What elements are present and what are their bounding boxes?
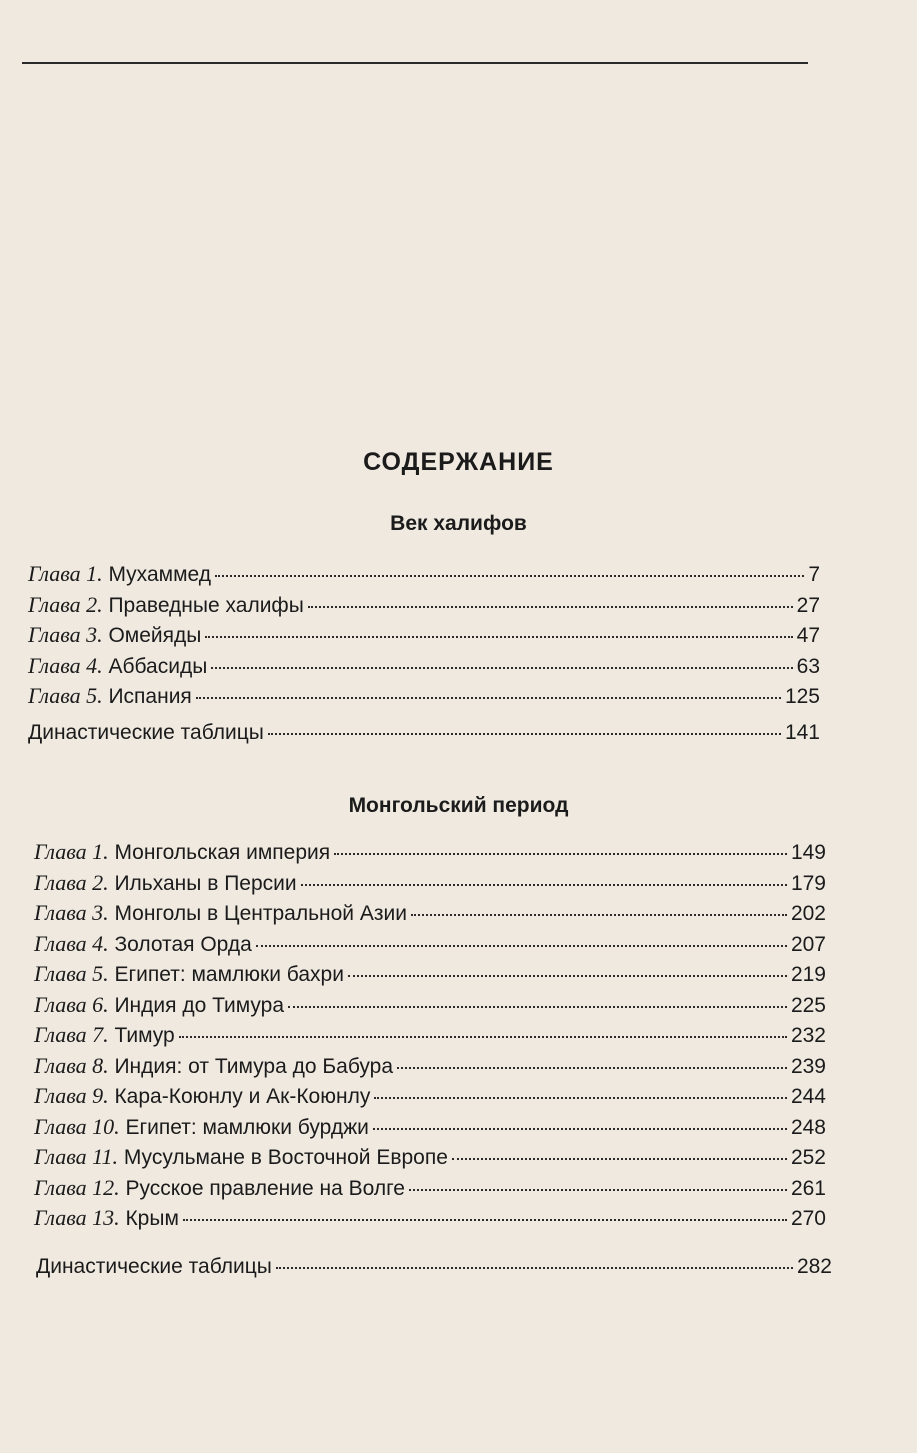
- leader-dots: [268, 712, 781, 735]
- page-number: 282: [796, 1255, 832, 1278]
- toc-list-caliphs: [28, 558, 820, 711]
- page-number: 261: [790, 1176, 826, 1200]
- leader-dots: [301, 863, 787, 886]
- chapter-number: Глава 3.: [28, 622, 103, 647]
- chapter-title: Крым: [125, 1207, 179, 1230]
- chapter-number: Глава 13.: [34, 1205, 120, 1230]
- page-number: 141: [784, 721, 820, 744]
- chapter-title: Египет: мамлюки бурджи: [125, 1115, 369, 1139]
- page-title: СОДЕРЖАНИЕ: [363, 448, 554, 476]
- leader-dots: [374, 1076, 787, 1099]
- chapter-title: Мухаммед: [108, 563, 211, 586]
- page-number: 7: [808, 563, 820, 586]
- page-number: 207: [790, 932, 826, 956]
- leader-dots: [397, 1046, 787, 1069]
- toc-list-mongol: [34, 836, 826, 1233]
- leader-dots: [205, 615, 792, 638]
- page-number: 252: [790, 1146, 826, 1169]
- leader-dots: [211, 646, 792, 669]
- toc-entry[interactable]: [34, 1202, 826, 1233]
- leader-dots: [288, 985, 787, 1008]
- chapter-number: Глава 5.: [34, 961, 109, 986]
- leader-dots: [183, 1198, 787, 1221]
- top-rule: [22, 62, 808, 64]
- chapter-number: Глава 7.: [34, 1022, 109, 1047]
- chapter-number: Глава 2.: [28, 591, 103, 617]
- page-number: 248: [790, 1115, 826, 1139]
- toc-entry-dynastic-tables-1[interactable]: [28, 716, 820, 745]
- leader-dots: [196, 676, 781, 699]
- chapter-number: Глава 1.: [28, 561, 103, 586]
- page-number: 149: [790, 841, 826, 864]
- leader-dots: [452, 1137, 787, 1160]
- chapter-number: Глава 10.: [34, 1113, 120, 1139]
- page-number: 47: [796, 624, 820, 647]
- leader-dots: [411, 893, 787, 916]
- page-number: 225: [790, 993, 826, 1017]
- chapter-number: Глава 8.: [34, 1052, 109, 1078]
- chapter-title: Индия: от Тимура до Бабура: [114, 1054, 394, 1078]
- leader-dots: [276, 1246, 793, 1269]
- leader-dots: [179, 1015, 787, 1038]
- page-number: 244: [790, 1085, 826, 1108]
- chapter-number: Глава 5.: [28, 683, 103, 708]
- section-title-mongol: Монгольский период: [348, 794, 569, 817]
- leader-dots: [373, 1107, 787, 1130]
- tables-title: Династические таблицы: [28, 721, 264, 744]
- chapter-number: Глава 3.: [34, 900, 109, 925]
- chapter-title: Мусульмане в Восточной Европе: [123, 1146, 448, 1169]
- leader-dots: [308, 585, 793, 608]
- chapter-title: Омейяды: [108, 624, 202, 647]
- leader-dots: [409, 1168, 787, 1191]
- chapter-title: Русское правление на Волге: [125, 1176, 405, 1200]
- toc-entry-dynastic-tables-2[interactable]: [36, 1250, 832, 1279]
- chapter-number: Глава 4.: [28, 652, 103, 678]
- chapter-title: Монголы в Центральной Азии: [114, 902, 407, 925]
- page-number: 232: [790, 1024, 826, 1047]
- page-number: 179: [790, 871, 826, 895]
- chapter-number: Глава 6.: [34, 991, 109, 1017]
- page-number: 27: [796, 593, 820, 617]
- chapter-number: Глава 4.: [34, 930, 109, 956]
- chapter-title: Аббасиды: [108, 654, 208, 678]
- leader-dots: [334, 832, 787, 855]
- chapter-title: Египет: мамлюки бахри: [114, 963, 344, 986]
- chapter-title: Монгольская империя: [114, 841, 331, 864]
- toc-entry[interactable]: [28, 680, 820, 711]
- leader-dots: [348, 954, 787, 977]
- tables-title: Династические таблицы: [36, 1255, 272, 1278]
- chapter-title: Индия до Тимура: [114, 993, 285, 1017]
- chapter-number: Глава 1.: [34, 839, 109, 864]
- page-number: 63: [796, 654, 820, 678]
- chapter-number: Глава 9.: [34, 1083, 109, 1108]
- chapter-number: Глава 12.: [34, 1174, 120, 1200]
- chapter-number: Глава 11.: [34, 1144, 118, 1169]
- page-number: 219: [790, 963, 826, 986]
- page-number: 270: [790, 1207, 826, 1230]
- page-number: 125: [784, 685, 820, 708]
- chapter-title: Тимур: [114, 1024, 175, 1047]
- chapter-title: Испания: [108, 685, 192, 708]
- chapter-title: Золотая Орда: [114, 932, 252, 956]
- leader-dots: [256, 924, 787, 947]
- section-title-caliphs: Век халифов: [390, 512, 527, 535]
- chapter-title: Праведные халифы: [108, 593, 304, 617]
- page-number: 202: [790, 902, 826, 925]
- leader-dots: [215, 554, 804, 577]
- chapter-title: Ильханы в Персии: [114, 871, 297, 895]
- chapter-number: Глава 2.: [34, 869, 109, 895]
- page-number: 239: [790, 1054, 826, 1078]
- chapter-title: Кара-Коюнлу и Ак-Коюнлу: [114, 1085, 371, 1108]
